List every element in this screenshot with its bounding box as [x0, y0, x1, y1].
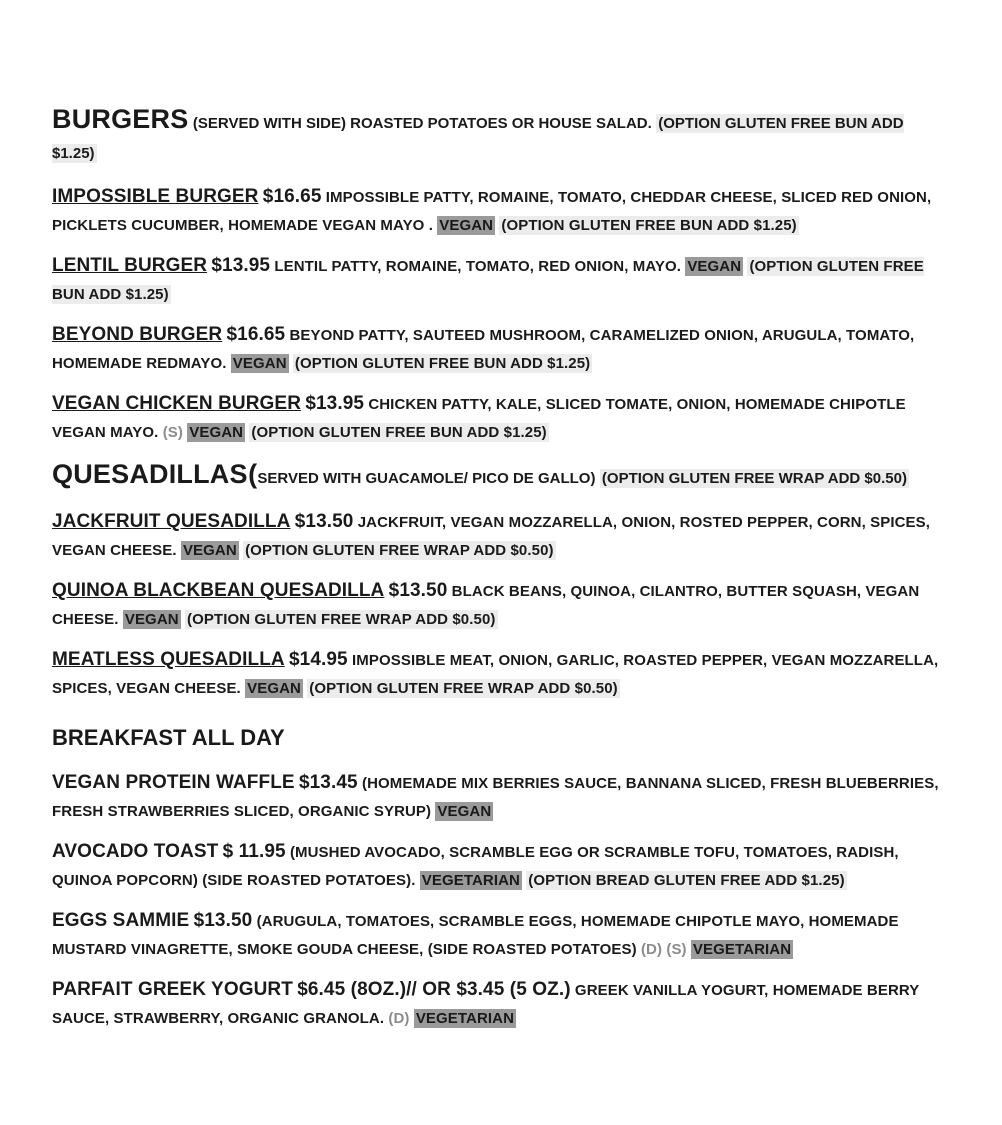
item-name: LENTIL BURGER: [52, 255, 208, 276]
menu-item: [52, 390, 947, 447]
burgers-option: (OPTION GLUTEN FREE BUN ADD $1.25): [52, 115, 904, 162]
item-option: (OPTION GLUTEN FREE BUN ADD $1.25): [294, 355, 591, 372]
item-description: (ARUGULA, TOMATOES, SCRAMBLE EGGS, HOMEMADE CHIPOTLE MAYO, HOMEMADE MUSTARD VINAGRETTE, SMOKE GOUDA CHEESE, (SIDE ROASTED POTATOES): [52, 913, 899, 958]
item-option: (OPTION GLUTEN FREE BUN ADD $1.25): [52, 258, 924, 303]
item-price: $13.95: [211, 255, 271, 276]
item-description: (MUSHED AVOCADO, SCRAMBLE EGG OR SCRAMBLE TOFU, TOMATOES, RADISH, QUINOA POPCORN) (SIDE ROASTED POTATOES).: [52, 844, 899, 889]
menu-item: [52, 976, 947, 1033]
diet-tag: VEGAN: [189, 424, 244, 441]
item-price: $16.65: [262, 186, 322, 207]
item-option: (OPTION BREAD GLUTEN FREE ADD $1.25): [528, 872, 845, 889]
item-description: GREEK VANILLA YOGURT, HOMEMADE BERRY SAUCE, STRAWBERRY, ORGANIC GRANOLA.: [52, 982, 920, 1027]
menu-item: [52, 769, 947, 826]
menu-content: [52, 104, 947, 1045]
item-description: IMPOSSIBLE PATTY, ROMAINE, TOMATO, CHEDDAR CHEESE, SLICED RED ONION, PICKLETS CUCUMBER, HOMEMADE VEGAN MAYO .: [52, 189, 932, 234]
allergen-codes: (D): [388, 1010, 410, 1027]
item-name: QUINOA BLACKBEAN QUESADILLA: [52, 580, 385, 601]
item-option: (OPTION GLUTEN FREE BUN ADD $1.25): [251, 424, 547, 441]
diet-tag: VEGAN: [232, 355, 287, 372]
quesadillas-paren: (: [248, 459, 258, 489]
item-description: IMPOSSIBLE MEAT, ONION, GARLIC, ROASTED PEPPER, VEGAN MOZZARELLA, SPICES, VEGAN CHEESE.: [52, 652, 939, 697]
item-name: BEYOND BURGER: [52, 324, 223, 345]
item-description: LENTIL PATTY, ROMAINE, TOMATO, RED ONION, MAYO.: [274, 258, 682, 275]
burgers-section-header: [52, 104, 947, 169]
quesadillas-option: (OPTION GLUTEN FREE WRAP ADD $0.50): [601, 470, 907, 487]
item-price: $6.45 (8OZ.)// OR $3.45 (5 OZ.): [297, 979, 571, 1000]
item-name: IMPOSSIBLE BURGER: [52, 186, 259, 207]
diet-tag: VEGAN: [439, 217, 494, 234]
diet-tag: VEGETARIAN: [692, 941, 792, 958]
menu-item: [52, 321, 947, 378]
menu-item: [52, 183, 947, 240]
item-name: PARFAIT GREEK YOGURT: [52, 979, 293, 1000]
burgers-subtitle: (SERVED WITH SIDE) ROASTED POTATOES OR HOUSE SALAD.: [192, 115, 652, 132]
item-option: (OPTION GLUTEN FREE WRAP ADD $0.50): [309, 680, 618, 697]
quesadillas-section-header: [52, 459, 947, 494]
item-price: $13.45: [298, 772, 358, 793]
menu-item: [52, 508, 947, 565]
diet-tag: VEGAN: [124, 611, 179, 628]
diet-tag: VEGAN: [182, 542, 237, 559]
item-name: AVOCADO TOAST: [52, 841, 219, 862]
item-description: (HOMEMADE MIX BERRIES SAUCE, BANNANA SLICED, FRESH BLUEBERRIES, FRESH STRAWBERRIES SLICED, ORGANIC SYRUP): [52, 775, 939, 820]
item-name: VEGAN PROTEIN WAFFLE: [52, 772, 295, 793]
item-name: VEGAN CHICKEN BURGER: [52, 393, 302, 414]
item-description: JACKFRUIT, VEGAN MOZZARELLA, ONION, ROSTED PEPPER, CORN, SPICES, VEGAN CHEESE.: [52, 514, 931, 559]
diet-tag: VEGAN: [687, 258, 742, 275]
quesadillas-subtitle: SERVED WITH GUACAMOLE/ PICO DE GALLO): [257, 470, 596, 487]
menu-item: [52, 838, 947, 895]
diet-tag: VEGAN: [437, 803, 492, 820]
diet-tag: VEGETARIAN: [421, 872, 520, 889]
breakfast-title: BREAKFAST ALL DAY: [52, 725, 285, 750]
menu-item: [52, 646, 947, 703]
item-description: BEYOND PATTY, SAUTEED MUSHROOM, CARAMELIZED ONION, ARUGULA, TOMATO, HOMEMADE REDMAYO.: [52, 327, 915, 372]
menu-item: [52, 577, 947, 634]
item-name: MEATLESS QUESADILLA: [52, 649, 285, 670]
item-description: CHICKEN PATTY, KALE, SLICED TOMATE, ONION, HOMEMADE CHIPOTLE VEGAN MAYO.: [52, 396, 906, 441]
item-price: $13.50: [294, 511, 354, 532]
allergen-codes: (D) (S): [640, 941, 687, 958]
item-price: $ 11.95: [222, 841, 286, 862]
item-price: $16.65: [226, 324, 286, 345]
menu-item: [52, 907, 947, 964]
quesadillas-title: QUESADILLAS: [52, 459, 248, 489]
item-price: $13.50: [388, 580, 448, 601]
burgers-title: BURGERS: [52, 104, 189, 134]
item-description: BLACK BEANS, QUINOA, CILANTRO, BUTTER SQUASH, VEGAN CHEESE.: [52, 583, 920, 628]
menu-item: [52, 252, 947, 309]
item-option: (OPTION GLUTEN FREE WRAP ADD $0.50): [245, 542, 554, 559]
item-price: $13.50: [193, 910, 253, 931]
item-price: $14.95: [289, 649, 348, 670]
item-option: (OPTION GLUTEN FREE BUN ADD $1.25): [501, 217, 797, 234]
item-name: JACKFRUIT QUESADILLA: [52, 511, 291, 532]
item-price: $13.95: [305, 393, 365, 414]
item-option: (OPTION GLUTEN FREE WRAP ADD $0.50): [186, 611, 496, 628]
diet-tag: VEGETARIAN: [415, 1010, 515, 1027]
item-name: EGGS SAMMIE: [52, 910, 190, 931]
diet-tag: VEGAN: [247, 680, 301, 697]
allergen-codes: (S): [162, 424, 183, 441]
